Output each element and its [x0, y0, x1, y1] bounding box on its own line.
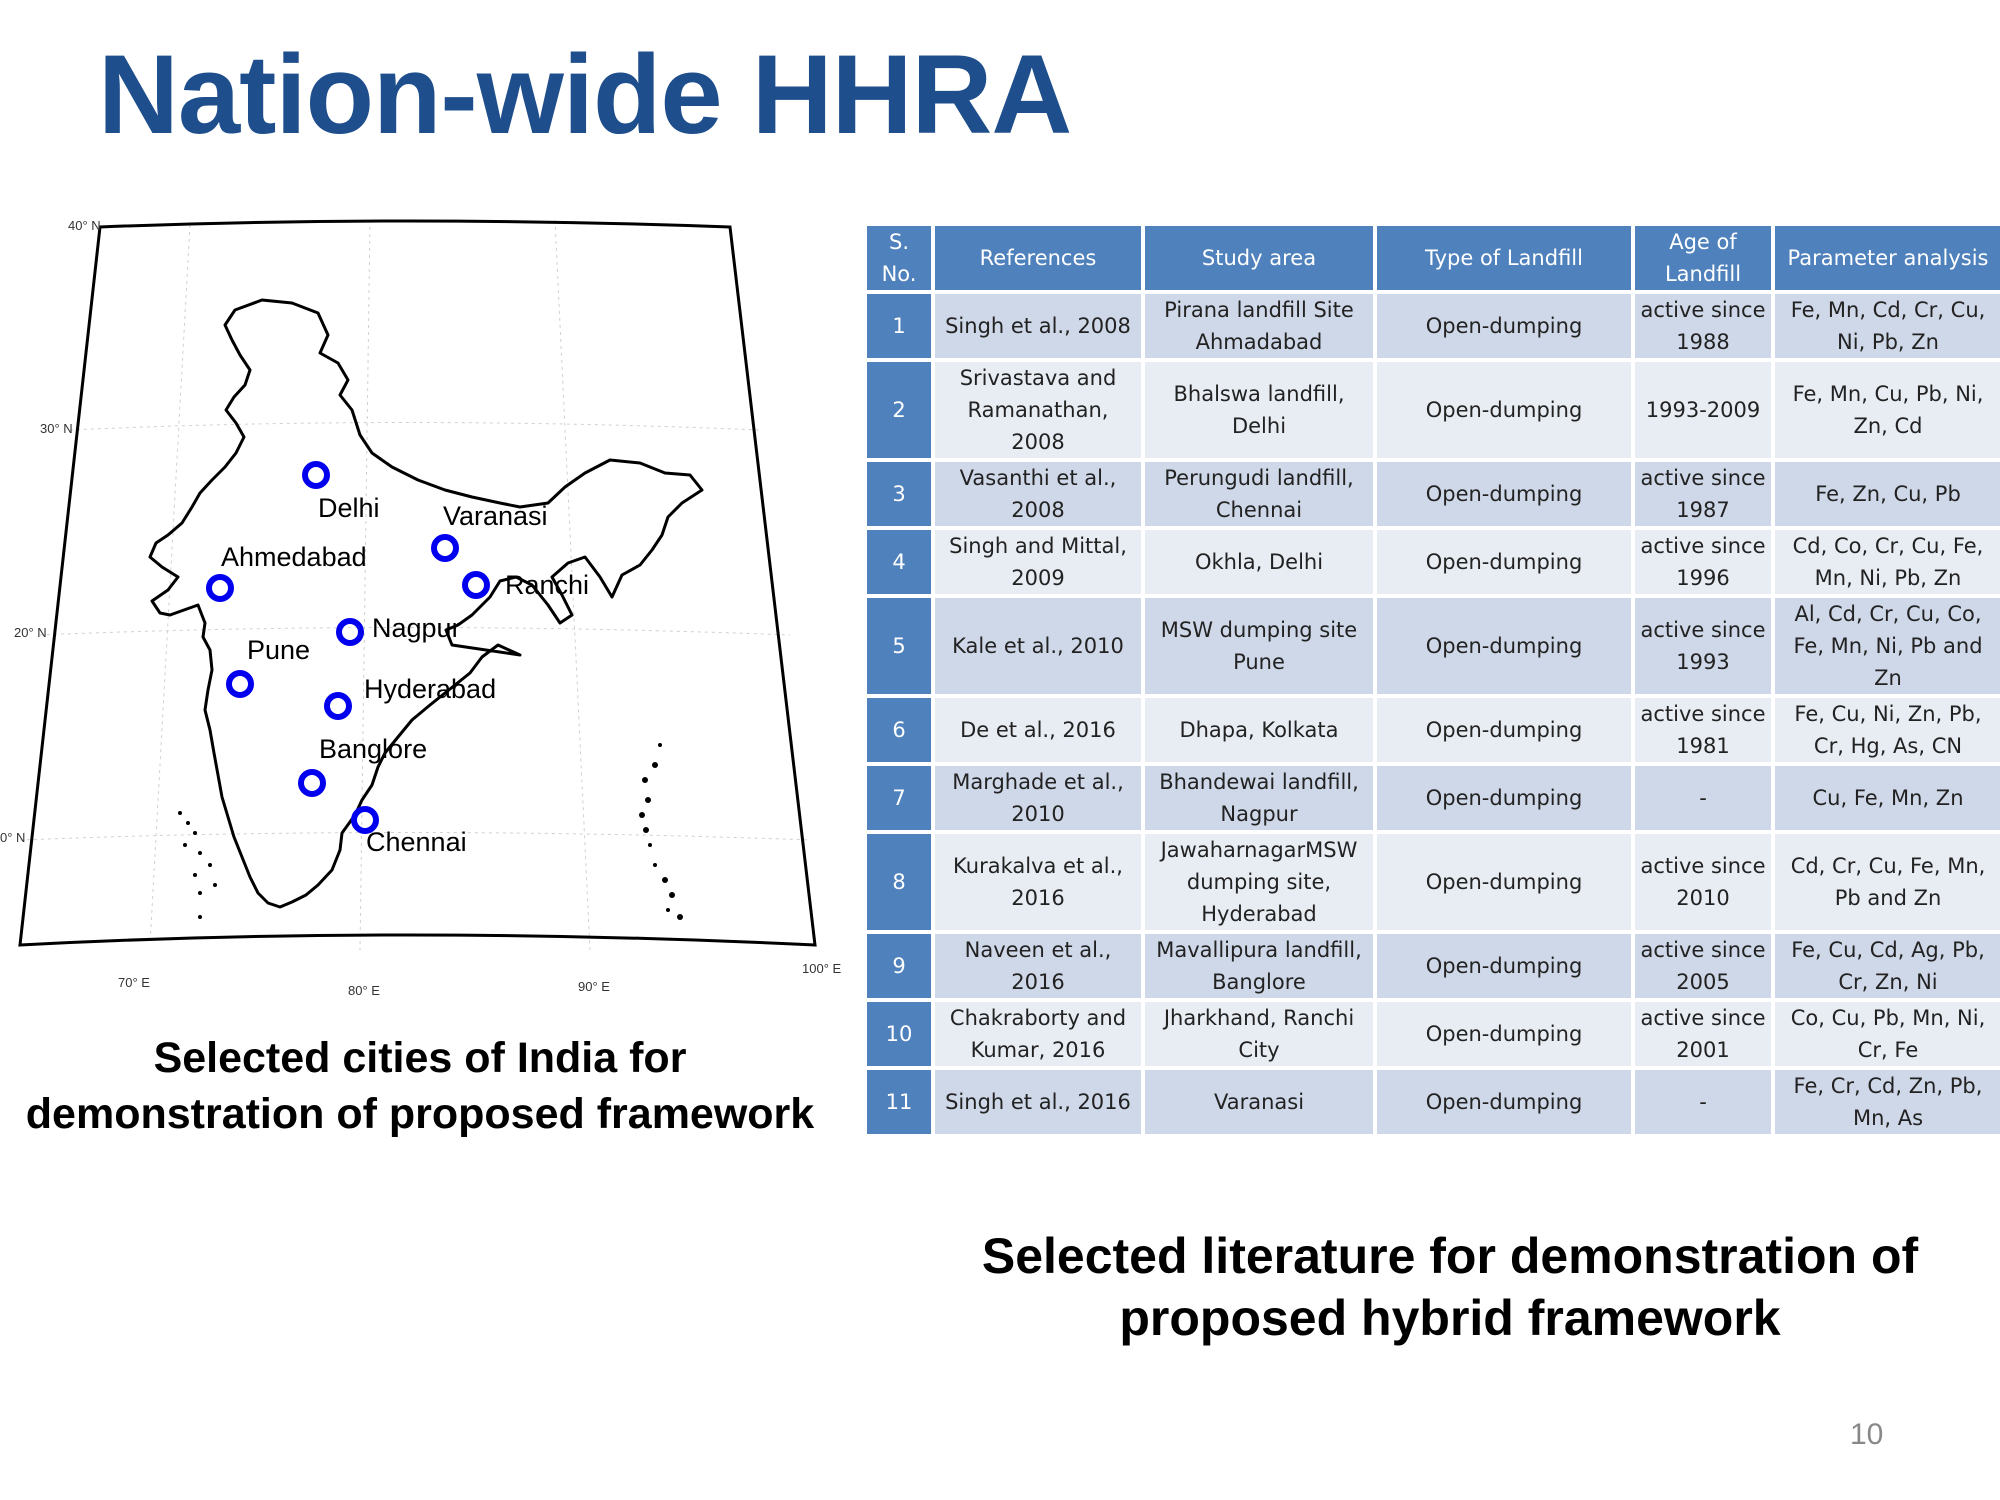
cell-reference: Kale et al., 2010: [935, 598, 1141, 694]
cell-study-area: Mavallipura landfill, Banglore: [1145, 934, 1373, 998]
table-row: [867, 1002, 2000, 1066]
cell-landfill-age: active since 1981: [1635, 698, 1771, 762]
city-marker-hyderabad: [327, 695, 349, 717]
city-marker-nagpur: [339, 621, 361, 643]
cell-reference: Chakraborty and Kumar, 2016: [935, 1002, 1141, 1066]
header-age-of-landfill: Age of Landfill: [1635, 226, 1771, 290]
cell-landfill-type: Open-dumping: [1377, 1002, 1631, 1066]
table-row: [867, 362, 2000, 458]
cell-parameters: Fe, Cu, Cd, Ag, Pb, Cr, Zn, Ni: [1775, 934, 2000, 998]
cell-sno: 3: [867, 462, 931, 526]
cell-landfill-age: active since 1987: [1635, 462, 1771, 526]
city-label-chennai: Chennai: [366, 827, 467, 857]
cell-reference: Marghade et al., 2010: [935, 766, 1141, 830]
cell-parameters: Cu, Fe, Mn, Zn: [1775, 766, 2000, 830]
cell-landfill-type: Open-dumping: [1377, 834, 1631, 930]
cell-sno: 4: [867, 530, 931, 594]
city-marker-varanasi: [434, 537, 456, 559]
table-row: [867, 834, 2000, 930]
cell-study-area: Dhapa, Kolkata: [1145, 698, 1373, 762]
map-figure: [0, 205, 860, 1005]
cell-landfill-age: active since 2005: [1635, 934, 1771, 998]
lat-tick-10: 0° N: [0, 830, 26, 845]
table-row: [867, 698, 2000, 762]
cell-landfill-type: Open-dumping: [1377, 1070, 1631, 1134]
city-label-banglore: Banglore: [319, 734, 428, 764]
cell-sno: 6: [867, 698, 931, 762]
table-header-row: [867, 226, 2000, 290]
city-marker-delhi: [305, 464, 327, 486]
cell-sno: 10: [867, 1002, 931, 1066]
cell-study-area: Bhandewai landfill, Nagpur: [1145, 766, 1373, 830]
lon-tick-90: 90° E: [578, 979, 610, 994]
header-type-of-landfill: Type of Landfill: [1377, 226, 1631, 290]
cell-reference: Naveen et al., 2016: [935, 934, 1141, 998]
cell-parameters: Fe, Cu, Ni, Zn, Pb, Cr, Hg, As, CN: [1775, 698, 2000, 762]
cell-reference: Singh et al., 2016: [935, 1070, 1141, 1134]
cell-landfill-type: Open-dumping: [1377, 698, 1631, 762]
cell-study-area: JawaharnagarMSW dumping site, Hyderabad: [1145, 834, 1373, 930]
table-caption-line1: Selected literature for demonstration of: [981, 1228, 1919, 1284]
india-outline: [150, 300, 702, 907]
table-row: [867, 294, 2000, 358]
table-row: [867, 1070, 2000, 1134]
cell-reference: Singh and Mittal, 2009: [935, 530, 1141, 594]
map-caption: [0, 1030, 840, 1142]
cell-parameters: Cd, Cr, Cu, Fe, Mn, Pb and Zn: [1775, 834, 2000, 930]
table-row: [867, 598, 2000, 694]
lat-tick-20: 20° N: [14, 625, 47, 640]
cell-landfill-type: Open-dumping: [1377, 934, 1631, 998]
header-parameter-analysis: Parameter analysis: [1775, 226, 2000, 290]
cell-parameters: Fe, Zn, Cu, Pb: [1775, 462, 2000, 526]
cell-parameters: Al, Cd, Cr, Cu, Co, Fe, Mn, Ni, Pb and Zn: [1775, 598, 2000, 694]
literature-table: [863, 222, 2000, 1138]
cell-landfill-age: active since 2001: [1635, 1002, 1771, 1066]
lat-tick-40: 40° N: [68, 218, 101, 233]
slide-title: Nation-wide HHRA: [98, 32, 1072, 157]
city-label-pune: Pune: [247, 635, 311, 665]
cell-sno: 11: [867, 1070, 931, 1134]
lon-tick-70: 70° E: [118, 975, 150, 990]
cell-landfill-age: active since 1993: [1635, 598, 1771, 694]
city-marker-banglore: [301, 772, 323, 794]
table-row: [867, 462, 2000, 526]
cell-sno: 7: [867, 766, 931, 830]
city-marker-ranchi: [465, 574, 487, 596]
cell-parameters: Fe, Mn, Cd, Cr, Cu, Ni, Pb, Zn: [1775, 294, 2000, 358]
cell-landfill-age: active since 2010: [1635, 834, 1771, 930]
cell-study-area: Jharkhand, Ranchi City: [1145, 1002, 1373, 1066]
cell-sno: 1: [867, 294, 931, 358]
city-label-hyderabad: Hyderabad: [364, 674, 497, 704]
cell-landfill-type: Open-dumping: [1377, 530, 1631, 594]
cell-landfill-age: -: [1635, 1070, 1771, 1134]
cell-study-area: MSW dumping site Pune: [1145, 598, 1373, 694]
cell-study-area: Pirana landfill Site Ahmadabad: [1145, 294, 1373, 358]
cell-landfill-type: Open-dumping: [1377, 462, 1631, 526]
cell-study-area: Perungudi landfill, Chennai: [1145, 462, 1373, 526]
table-row: [867, 530, 2000, 594]
cell-reference: Vasanthi et al., 2008: [935, 462, 1141, 526]
lat-tick-30: 30° N: [40, 421, 73, 436]
literature-table-wrap: [863, 222, 2000, 1138]
cell-reference: Singh et al., 2008: [935, 294, 1141, 358]
table-caption-line2: proposed hybrid framework: [1119, 1290, 1781, 1346]
map-caption-line1: Selected cities of India for: [153, 1034, 687, 1082]
header-references: References: [935, 226, 1141, 290]
lon-tick-100: 100° E: [802, 961, 842, 976]
city-label-ahmedabad: Ahmedabad: [221, 542, 367, 572]
cell-parameters: Fe, Cr, Cd, Zn, Pb, Mn, As: [1775, 1070, 2000, 1134]
cell-reference: Srivastava and Ramanathan, 2008: [935, 362, 1141, 458]
cell-sno: 9: [867, 934, 931, 998]
lon-tick-80: 80° E: [348, 983, 380, 998]
header-sno: S. No.: [867, 226, 931, 290]
table-caption: [900, 1225, 2000, 1349]
cell-study-area: Okhla, Delhi: [1145, 530, 1373, 594]
cell-sno: 5: [867, 598, 931, 694]
cell-parameters: Cd, Co, Cr, Cu, Fe, Mn, Ni, Pb, Zn: [1775, 530, 2000, 594]
city-label-delhi: Delhi: [318, 493, 380, 523]
city-label-varanasi: Varanasi: [443, 501, 548, 531]
cell-landfill-type: Open-dumping: [1377, 598, 1631, 694]
india-map: [0, 205, 860, 1005]
cell-landfill-age: 1993-2009: [1635, 362, 1771, 458]
city-marker-ahmedabad: [209, 577, 231, 599]
table-row: [867, 766, 2000, 830]
city-label-ranchi: Ranchi: [505, 570, 590, 600]
cell-parameters: Co, Cu, Pb, Mn, Ni, Cr, Fe: [1775, 1002, 2000, 1066]
page-number: 10: [1850, 1418, 1884, 1451]
cell-reference: De et al., 2016: [935, 698, 1141, 762]
city-marker-pune: [229, 673, 251, 695]
cell-landfill-age: active since 1988: [1635, 294, 1771, 358]
table-row: [867, 934, 2000, 998]
cell-landfill-type: Open-dumping: [1377, 766, 1631, 830]
cell-parameters: Fe, Mn, Cu, Pb, Ni, Zn, Cd: [1775, 362, 2000, 458]
cell-landfill-type: Open-dumping: [1377, 362, 1631, 458]
cell-reference: Kurakalva et al., 2016: [935, 834, 1141, 930]
map-caption-line2: demonstration of proposed framework: [25, 1090, 815, 1138]
cell-landfill-type: Open-dumping: [1377, 294, 1631, 358]
header-study-area: Study area: [1145, 226, 1373, 290]
cell-sno: 8: [867, 834, 931, 930]
cell-study-area: Bhalswa landfill, Delhi: [1145, 362, 1373, 458]
cell-sno: 2: [867, 362, 931, 458]
city-label-nagpur: Nagpur: [372, 613, 461, 643]
cell-landfill-age: -: [1635, 766, 1771, 830]
cell-landfill-age: active since 1996: [1635, 530, 1771, 594]
cell-study-area: Varanasi: [1145, 1070, 1373, 1134]
